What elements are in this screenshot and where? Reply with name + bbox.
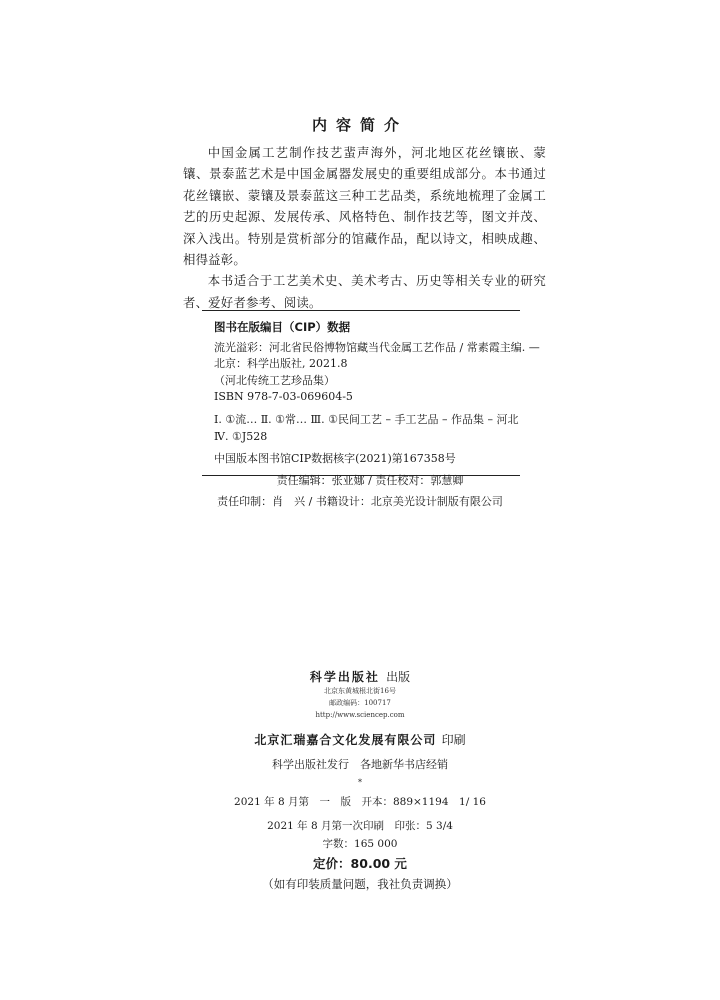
- publisher-website: http://www.sciencep.com: [315, 711, 405, 719]
- publisher-postcode: 邮政编码：100717: [329, 699, 391, 707]
- production-credit: 责任印制：肖 兴 / 书籍设计：北京美光设计制版有限公司: [217, 495, 503, 508]
- word-count: 字数：165 000: [322, 838, 398, 850]
- editor-credit: 责任编辑：张亚娜 / 责任校对：郭慧卿: [276, 474, 464, 487]
- summary-body: [183, 142, 546, 313]
- price: 定价：80.00 元: [313, 856, 407, 871]
- distribution-line: 科学出版社发行 各地新华书店经销: [272, 758, 448, 771]
- publisher-suffix: 出版: [386, 670, 411, 684]
- cip-line: 北京：科学出版社, 2021.8: [214, 357, 348, 371]
- staff-credits: [0, 470, 720, 512]
- edition-line: 2021 年 8 月第 一 版 开本：889×1194 1/ 16: [234, 796, 486, 808]
- cip-class-line: Ⅰ. ①流… Ⅱ. ①常… Ⅲ. ①民间工艺 – 手工艺品 – 作品集 – 河北: [214, 412, 519, 426]
- publisher-address: 北京东黄城根北街16号: [324, 687, 396, 695]
- cip-line: ISBN 978-7-03-069604-5: [214, 390, 353, 404]
- summary-paragraph-2: 本书适合于工艺美术史、美术考古、历史等相关专业的研究者、爱好者参考、阅读。: [183, 273, 546, 310]
- quality-note: （如有印装质量问题，我社负责调换）: [262, 877, 458, 891]
- cip-line: （河北传统工艺珍品集）: [214, 373, 335, 387]
- cip-title: 图书在版编目（CIP）数据: [214, 320, 351, 334]
- printing-line: 2021 年 8 月第一次印刷 印张：5 3/4: [267, 820, 453, 832]
- summary-title: 内容简介: [311, 116, 408, 134]
- publisher-name: 科学出版社: [309, 670, 380, 684]
- cip-record: 中国版本图书馆CIP数据核字(2021)第167358号: [214, 452, 456, 466]
- cip-line: 流光溢彩：河北省民俗博物馆藏当代金属工艺作品 / 常素霞主编. —: [214, 340, 540, 354]
- cip-class-line: Ⅳ. ①J528: [214, 429, 268, 443]
- printer-suffix: 印刷: [441, 733, 466, 747]
- publisher-line: [0, 668, 720, 685]
- summary-paragraph-1: 中国金属工艺制作技艺蜚声海外，河北地区花丝镶嵌、蒙镶、景泰蓝艺术是中国金属器发展史的重要组成部分。本书通过花丝镶嵌、蒙镶及景泰蓝这三种工艺品类，系统地梳理了金属工艺的历史起源、发展传承、风格特色、制作技艺等，图文并茂、深入浅出。特别是赏析部分的馆藏作品，配以诗文，相映成趣、相得益彰。: [183, 145, 546, 268]
- cip-data-block: [202, 310, 540, 476]
- separator-star: *: [358, 778, 362, 787]
- printer-line: [0, 731, 720, 748]
- imprint: [0, 668, 720, 892]
- printer-name: 北京汇瑞嘉合文化发展有限公司: [254, 733, 437, 747]
